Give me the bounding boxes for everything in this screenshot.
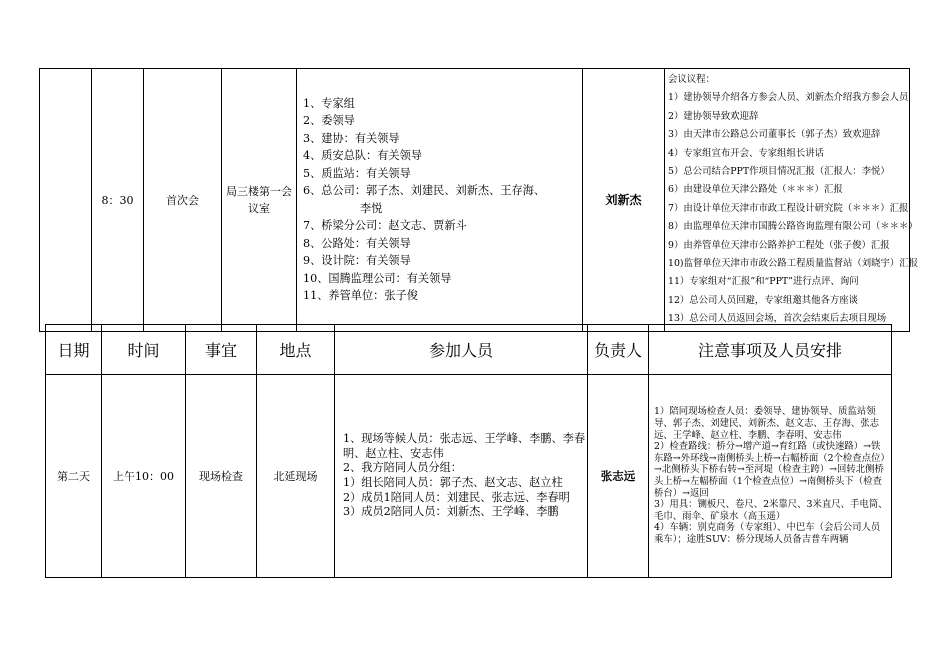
column-header-event: 事宜 — [186, 325, 257, 375]
participant-line: 10、国腾监理公司：有关领导 — [303, 271, 452, 285]
location-cell: 北延现场 — [257, 375, 335, 578]
participant-line: 2）成员1陪同人员：刘建民、张志远、李春明 — [343, 490, 570, 504]
column-header-notes: 注意事项及人员安排 — [649, 325, 892, 375]
agenda-item: 2）建协领导致欢迎辞 — [668, 110, 759, 122]
participant-line: 1）组长陪同人员：郭子杰、赵文志、赵立柱 — [343, 476, 563, 489]
participant-line: 6、总公司：郭子杰、刘建民、刘新杰、王存海、 — [303, 184, 546, 198]
agenda-item: 13）总公司人员返回会场，首次会结束后去项目现场 — [668, 313, 887, 325]
agenda-item: 7）由设计单位天津市市政工程设计研究院（＊＊＊）汇报 — [668, 202, 909, 214]
participant-line: 9、设计院：有关领导 — [303, 254, 411, 268]
agenda-item: 12）总公司人员回避，专家组邀其他各方座谈 — [668, 294, 859, 306]
participant-line: 3、建协：有关领导 — [303, 131, 400, 145]
schedule-table — [45, 324, 892, 578]
column-header-participants: 参加人员 — [335, 325, 588, 375]
table-row — [46, 375, 892, 578]
participant-line: 李悦 — [360, 201, 383, 215]
column-header-responsible: 负责人 — [588, 325, 649, 375]
agenda-item: 5）总公司结合PPT作项目情况汇报（汇报人：李悦） — [668, 166, 890, 178]
participants-cell — [335, 375, 588, 578]
note-item: 2）检查路线：桥分→增产道→育红路（或快速路）→铁东路→外环线→南侧桥头上桥→右幅桥面（2个检查点位）→北侧桥头下桥右转→至河堤（检查主跨）→回转北侧桥头上桥→左幅桥面（1个检查点位）→南侧桥头下（检查桥台）→返回 — [654, 441, 886, 499]
participant-line: 2、我方陪同人员分组： — [343, 461, 462, 475]
date-cell: 第二天 — [46, 375, 102, 578]
participant-line: 3）成员2陪同人员：刘新杰、王学峰、李鹏 — [343, 505, 559, 519]
agenda-item: 4）专家组宣布开会、专家组组长讲话 — [668, 147, 824, 159]
agenda-item: 1）建协领导介绍各方参会人员、刘新杰介绍我方参会人员 — [668, 92, 909, 104]
event-cell: 现场检查 — [186, 375, 257, 578]
agenda-item: 9）由养管单位天津市公路养护工程处（张子俊）汇报 — [668, 239, 890, 251]
note-item: 1）陪同现场检查人员：委领导、建协领导、质监站领导、郭子杰、刘建民、刘新杰、赵文志、王存海、张志远、王学峰、赵立柱、李鹏、李春明、安志伟 — [654, 406, 880, 441]
location-cell: 局三楼第一会议室 — [222, 69, 297, 332]
agenda-item: 11）专家组对“汇报”和“PPT”进行点评、询问 — [668, 276, 859, 288]
responsible-cell: 刘新杰 — [583, 69, 665, 332]
note-item: 4）车辆：别克商务（专家组）、中巴车（会后公司人员乘车）；途胜SUV：桥分现场人员备吉普车两辆 — [654, 522, 881, 545]
table-header-row — [46, 325, 892, 375]
column-header-location: 地点 — [257, 325, 335, 375]
agenda-item: 8）由监理单位天津市国腾公路咨询监理有限公司（＊＊＊） — [668, 221, 918, 233]
table-row — [40, 69, 910, 332]
date-cell — [40, 69, 92, 332]
responsible-cell: 张志远 — [588, 375, 649, 578]
column-header-date: 日期 — [46, 325, 102, 375]
agenda-item: 6）由建设单位天津公路处（＊＊＊）汇报 — [668, 184, 843, 196]
agenda-item: 10)监督单位天津市市政公路工程质量监督站（刘晓宇）汇报 — [668, 258, 918, 270]
first-meeting-table — [39, 68, 918, 332]
time-cell: 上午10：00 — [102, 375, 186, 578]
note-item: 3）用具：铡板尺、卷尺、2米靠尺、3米直尺、手电筒、毛巾、雨伞、矿泉水（高玉遥） — [654, 499, 888, 522]
participant-line: 4、质安总队：有关领导 — [303, 149, 422, 163]
participant-line: 7、桥梁分公司：赵文志、贾新斗 — [303, 219, 467, 233]
participant-line: 5、质监站：有关领导 — [303, 166, 411, 180]
notes-cell — [649, 375, 892, 578]
agenda-cell — [665, 69, 918, 332]
participants-cell — [297, 69, 583, 332]
agenda-item: 3）由天津市公路总公司董事长（郭子杰）致欢迎辞 — [668, 129, 881, 141]
participant-line: 1、现场等候人员：张志远、王学峰、李鹏、李春明、赵立柱、安志伟 — [343, 432, 586, 460]
participant-line: 8、公路处：有关领导 — [303, 236, 411, 250]
participant-line: 2、委领导 — [303, 114, 355, 128]
agenda-heading: 会议议程： — [668, 74, 715, 85]
time-cell: 8：30 — [92, 69, 144, 332]
participant-line: 11、养管单位：张子俊 — [303, 289, 418, 303]
column-header-time: 时间 — [102, 325, 186, 375]
participant-line: 1、专家组 — [303, 96, 355, 110]
event-cell: 首次会 — [144, 69, 222, 332]
